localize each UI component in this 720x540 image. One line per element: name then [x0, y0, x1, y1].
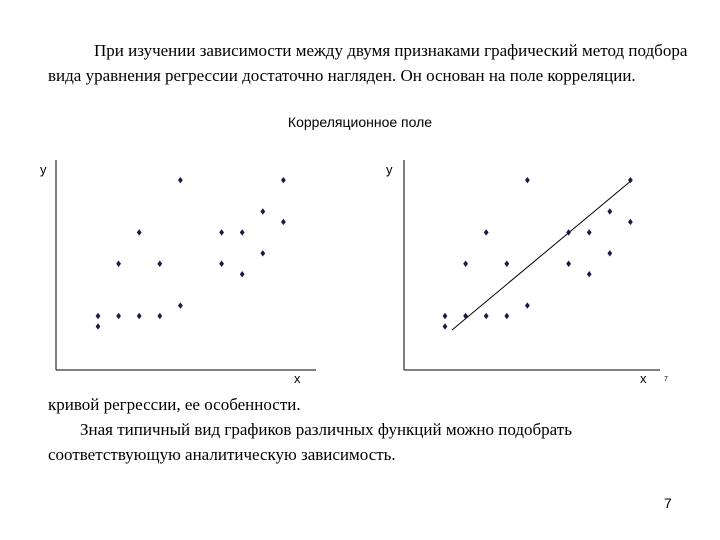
regression-line: [452, 180, 632, 330]
scatter-point: [96, 313, 101, 319]
line-1: кривой регрессии, ее особенности.: [48, 395, 301, 414]
line-2: Зная типичный вид графиков различных функций можно подобрать соответствующую аналитическую зависимость.: [48, 420, 572, 464]
page-number: 7: [664, 495, 672, 511]
chart-caption: Корреляционное поле: [287, 114, 433, 130]
right-y-label: y: [386, 162, 393, 177]
scatter-point: [566, 261, 571, 267]
scatter-point: [484, 313, 489, 319]
bottom-paragraph: [48, 392, 698, 467]
small-mark: 7: [664, 376, 668, 383]
scatter-point: [240, 271, 245, 277]
scatter-point: [484, 229, 489, 235]
scatter-point: [137, 229, 142, 235]
left-points: [96, 177, 286, 330]
left-plot: [40, 160, 316, 386]
left-y-label: y: [40, 162, 47, 177]
scatter-point: [628, 219, 633, 225]
scatter-point: [463, 261, 468, 267]
scatter-point: [587, 271, 592, 277]
scatter-point: [443, 323, 448, 329]
right-x-label: x: [640, 371, 647, 386]
scatter-point: [504, 261, 509, 267]
left-x-label: x: [294, 371, 301, 386]
right-points: [443, 177, 633, 330]
scatter-point: [525, 177, 530, 183]
scatter-point: [116, 261, 121, 267]
scatter-point: [504, 313, 509, 319]
scatter-point: [116, 313, 121, 319]
scatter-point: [178, 177, 183, 183]
scatter-point: [260, 208, 265, 214]
scatter-point: [607, 250, 612, 256]
right-plot: [386, 160, 668, 386]
scatter-point: [463, 313, 468, 319]
scatter-point: [219, 229, 224, 235]
scatter-point: [157, 313, 162, 319]
intro-text: При изучении зависимости между двумя признаками графический метод подбора вида уравнения регрессии достаточно нагляден. Он основан на поле корреляции.: [48, 41, 688, 85]
scatter-point: [443, 313, 448, 319]
scatter-point: [157, 261, 162, 267]
scatter-point: [525, 302, 530, 308]
scatter-point: [219, 261, 224, 267]
scatter-point: [260, 250, 265, 256]
scatter-point: [96, 323, 101, 329]
scatter-point: [607, 208, 612, 214]
scatter-point: [281, 219, 286, 225]
scatter-point: [587, 229, 592, 235]
scatter-point: [240, 229, 245, 235]
scatter-point: [178, 302, 183, 308]
scatter-point: [137, 313, 142, 319]
scatter-point: [281, 177, 286, 183]
